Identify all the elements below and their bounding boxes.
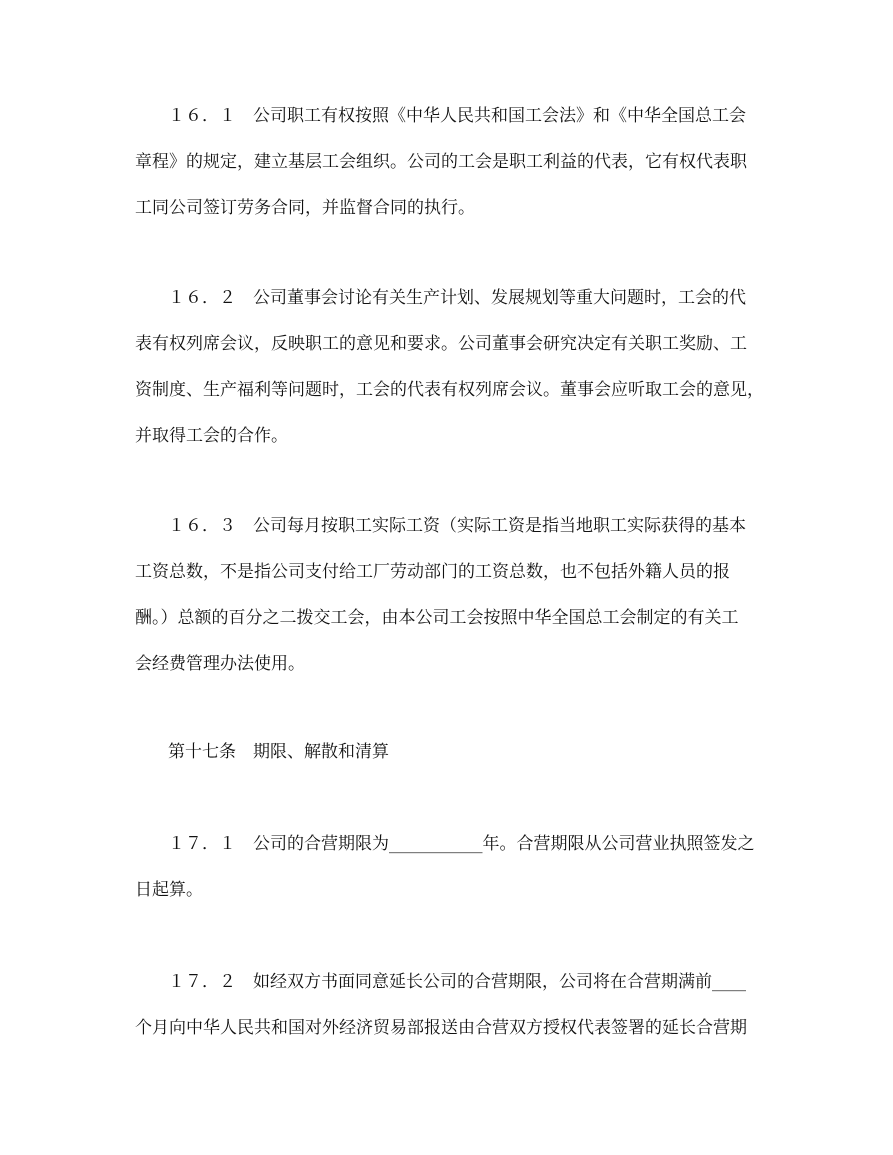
clause-16-2-line-2: 表有权列席会议，反映职工的意见和要求。公司董事会研究决定有关职工奖励、工 [135, 334, 747, 354]
clause-16-1-line-3: 工同公司签订劳务合同，并监督合同的执行。 [135, 198, 475, 218]
clause-16-3-line-3: 酬。）总额的百分之二拨交工会，由本公司工会按照中华全国总工会制定的有关工 [135, 608, 739, 628]
clause-16-3-line-4: 会经费管理办法使用。 [135, 654, 305, 674]
clause-16-2-line-4: 并取得工会的合作。 [135, 426, 288, 446]
clause-16-2-line-1: １６．２ 公司董事会讨论有关生产计划、发展规划等重大问题时，工会的代 [168, 288, 746, 308]
clause-17-2-line-2: 个月向中华人民共和国对外经济贸易部报送由合营双方授权代表签署的延长合营期 [135, 1018, 747, 1038]
article-17-heading: 第十七条 期限、解散和清算 [168, 742, 389, 762]
clause-16-3-line-1: １６．３ 公司每月按职工实际工资（实际工资是指当地职工实际获得的基本 [168, 516, 746, 536]
clause-17-1-line-2: 日起算。 [135, 880, 203, 900]
clause-16-3-line-2: 工资总数，不是指公司支付给工厂劳动部门的工资总数，也不包括外籍人员的报 [135, 562, 730, 582]
clause-16-1-line-1: １６．１ 公司职工有权按照《中华人民共和国工会法》和《中华全国总工会 [168, 106, 746, 126]
clause-16-1-line-2: 章程》的规定，建立基层工会组织。公司的工会是职工利益的代表，它有权代表职 [135, 152, 747, 172]
clause-17-1-line-1: １７．１ 公司的合营期限为___________年。合营期限从公司营业执照签发之 [168, 834, 755, 854]
clause-17-2-line-1: １７．２ 如经双方书面同意延长公司的合营期限，公司将在合营期满前____ [168, 972, 746, 992]
clause-16-2-line-3: 资制度、生产福利等问题时，工会的代表有权列席会议。董事会应听取工会的意见， [135, 380, 764, 400]
